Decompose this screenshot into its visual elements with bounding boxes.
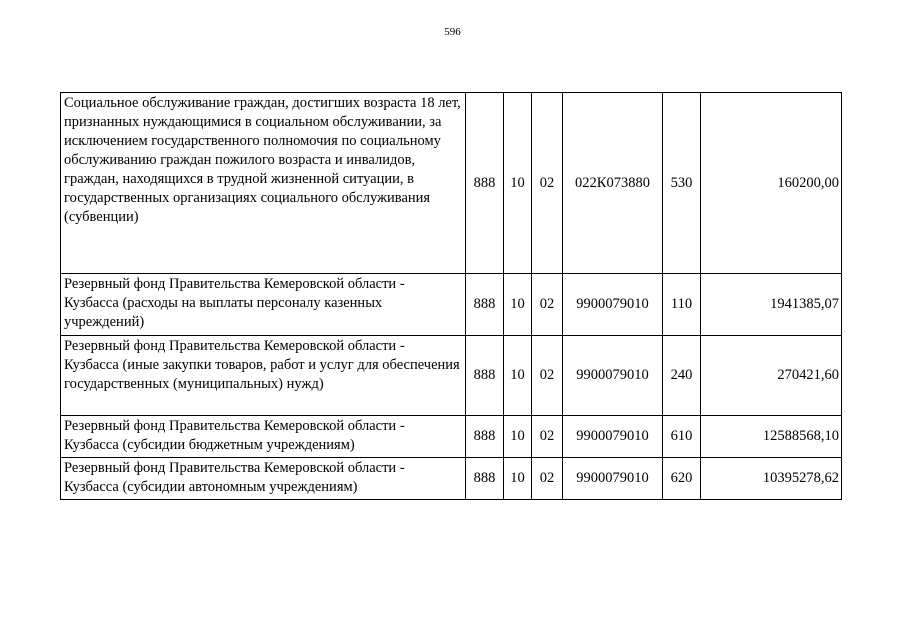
row-section-code: 10 <box>504 416 532 458</box>
row-amount: 160200,00 <box>701 93 842 274</box>
row-target-code: 9900079010 <box>563 336 663 416</box>
row-description: Резервный фонд Правительства Кемеровской области - Кузбасса (субсидии бюджетным учреждениям) <box>61 416 466 458</box>
row-expense-type-code: 610 <box>663 416 701 458</box>
row-subsection-code: 02 <box>532 458 563 500</box>
row-expense-type-code: 530 <box>663 93 701 274</box>
row-grbs-code: 888 <box>466 458 504 500</box>
row-description: Резервный фонд Правительства Кемеровской области - Кузбасса (иные закупки товаров, работ и услуг для обеспечения государственных (муниципальных) нужд) <box>61 336 466 416</box>
row-amount: 1941385,07 <box>701 274 842 336</box>
row-grbs-code: 888 <box>466 274 504 336</box>
table-row <box>61 274 842 336</box>
row-target-code: 9900079010 <box>563 458 663 500</box>
table-row <box>61 458 842 500</box>
row-amount: 10395278,62 <box>701 458 842 500</box>
row-grbs-code: 888 <box>466 336 504 416</box>
table-row <box>61 416 842 458</box>
row-grbs-code: 888 <box>466 416 504 458</box>
page-number: 596 <box>444 26 461 38</box>
row-target-code: 9900079010 <box>563 416 663 458</box>
row-target-code: 022К073880 <box>563 93 663 274</box>
row-amount: 12588568,10 <box>701 416 842 458</box>
row-description: Резервный фонд Правительства Кемеровской области - Кузбасса (расходы на выплаты персоналу казенных учреждений) <box>61 274 466 336</box>
row-grbs-code: 888 <box>466 93 504 274</box>
row-subsection-code: 02 <box>532 336 563 416</box>
row-expense-type-code: 620 <box>663 458 701 500</box>
row-expense-type-code: 110 <box>663 274 701 336</box>
row-subsection-code: 02 <box>532 93 563 274</box>
table-row <box>61 336 842 416</box>
row-target-code: 9900079010 <box>563 274 663 336</box>
row-section-code: 10 <box>504 93 532 274</box>
row-section-code: 10 <box>504 458 532 500</box>
row-subsection-code: 02 <box>532 274 563 336</box>
row-expense-type-code: 240 <box>663 336 701 416</box>
row-section-code: 10 <box>504 274 532 336</box>
budget-table <box>60 92 842 500</box>
row-section-code: 10 <box>504 336 532 416</box>
row-amount: 270421,60 <box>701 336 842 416</box>
table-row <box>61 93 842 274</box>
row-description: Социальное обслуживание граждан, достигших возраста 18 лет, признанных нуждающимися в социальном обслуживании, за исключением государственного полномочия по социальному обслуживанию граждан пожилого возраста и инвалидов, граждан, находящихся в трудной жизненной ситуации, в государственных организациях социального обслуживания (субвенции) <box>61 93 466 274</box>
row-subsection-code: 02 <box>532 416 563 458</box>
row-description: Резервный фонд Правительства Кемеровской области - Кузбасса (субсидии автономным учреждениям) <box>61 458 466 500</box>
